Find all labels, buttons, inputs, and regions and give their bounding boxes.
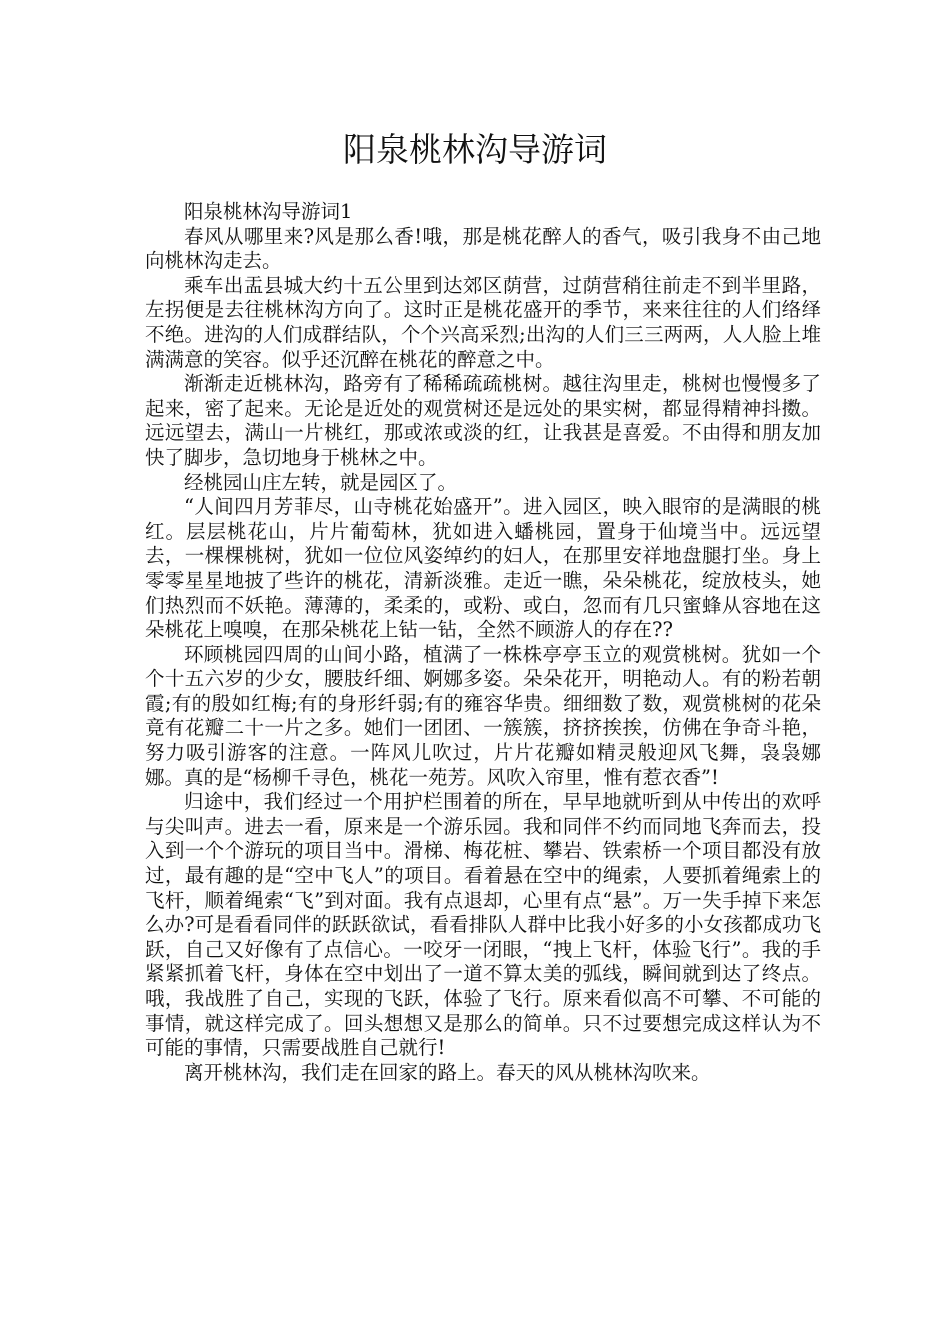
document-body: [145, 200, 821, 1085]
body-paragraph: 春风从哪里来?风是那么香!哦，那是桃花醉人的香气，吸引我身不由己地向桃林沟走去。: [145, 224, 821, 273]
subtitle-paragraph: 阳泉桃林沟导游词1: [184, 200, 353, 223]
document-title: 阳泉桃林沟导游词: [343, 130, 607, 169]
body-paragraph: 经桃园山庄左转，就是园区了。: [184, 470, 458, 494]
body-paragraph: 渐渐走近桃林沟，路旁有了稀稀疏疏桃树。越往沟里走，桃树也慢慢多了起来，密了起来。无论是近处的观赏树还是远处的果实树，都显得精神抖擞。远远望去，满山一片桃红，那或浓或淡的红，让我甚是喜爱。不由得和朋友加快了脚步，急切地身于桃林之中。: [145, 372, 821, 469]
body-paragraph: 环顾桃园四周的山间小路，植满了一株株亭亭玉立的观赏桃树。犹如一个个十五六岁的少女，腰肢纤细、婀娜多姿。朵朵花开，明艳动人。有的粉若朝霞;有的殷如红梅;有的身形纤弱;有的雍容华贵。细细数了数，观赏桃树的花朵竟有花瓣二十一片之多。她们一团团、一簇簇，挤挤挨挨，仿佛在争奇斗艳，努力吸引游客的注意。一阵风儿吹过，片片花瓣如精灵般迎风飞舞，袅袅娜娜。真的是“杨柳千寻色，桃花一苑芳。风吹入帘里，惟有惹衣香”!: [145, 642, 821, 789]
body-paragraph: 归途中，我们经过一个用护栏围着的所在，早早地就听到从中传出的欢呼与尖叫声。进去一看，原来是一个游乐园。我和同伴不约而同地飞奔而去，投入到一个个游玩的项目当中。滑梯、梅花桩、攀岩、铁索桥一个项目都没有放过，最有趣的是“空中飞人”的项目。看着悬在空中的绳索，人要抓着绳索上的飞杆，顺着绳索“飞”到对面。我有点退却，心里有点“悬”。万一失手掉下来怎么办?可是看看同伴的跃跃欲试，看看排队人群中比我小好多的小女孩都成功飞跃，自己又好像有了点信心。一咬牙一闭眼，“拽上飞杆，体验飞行”。我的手紧紧抓着飞杆，身体在空中划出了一道不算太美的弧线，瞬间就到达了终点。哦，我战胜了自己，实现的飞跃，体验了飞行。原来看似高不可攀、不可能的事情，就这样完成了。回头想想又是那么的简单。只不过要想完成这样认为不可能的事情，只需要战胜自己就行!: [145, 790, 821, 1060]
body-paragraph: 离开桃林沟，我们走在回家的路上。春天的风从桃林沟吹来。: [184, 1060, 711, 1084]
body-paragraph: 乘车出盂县城大约十五公里到达郊区荫营，过荫营稍往前走不到半里路，左拐便是去往桃林沟方向了。这时正是桃花盛开的季节，来来往往的人们络绎不绝。进沟的人们成群结队，个个兴高采烈;出沟的人们三三两两，人人脸上堆满满意的笑容。似乎还沉醉在桃花的醉意之中。: [145, 273, 821, 371]
body-paragraph: “人间四月芳菲尽，山寺桃花始盛开”。进入园区，映入眼帘的是满眼的桃红。层层桃花山，片片葡萄林，犹如进入蟠桃园，置身于仙境当中。远远望去，一棵棵桃树，犹如一位位风姿绰约的妇人，在那里安祥地盘腿打坐。身上零零星星地披了些许的桃花，清新淡雅。走近一瞧，朵朵桃花，绽放枝头，她们热烈而不妖艳。薄薄的，柔柔的，或粉、或白，忽而有几只蜜蜂从容地在这朵桃花上嗅嗅，在那朵桃花上钻一钻，全然不顾游人的存在??: [145, 495, 821, 642]
